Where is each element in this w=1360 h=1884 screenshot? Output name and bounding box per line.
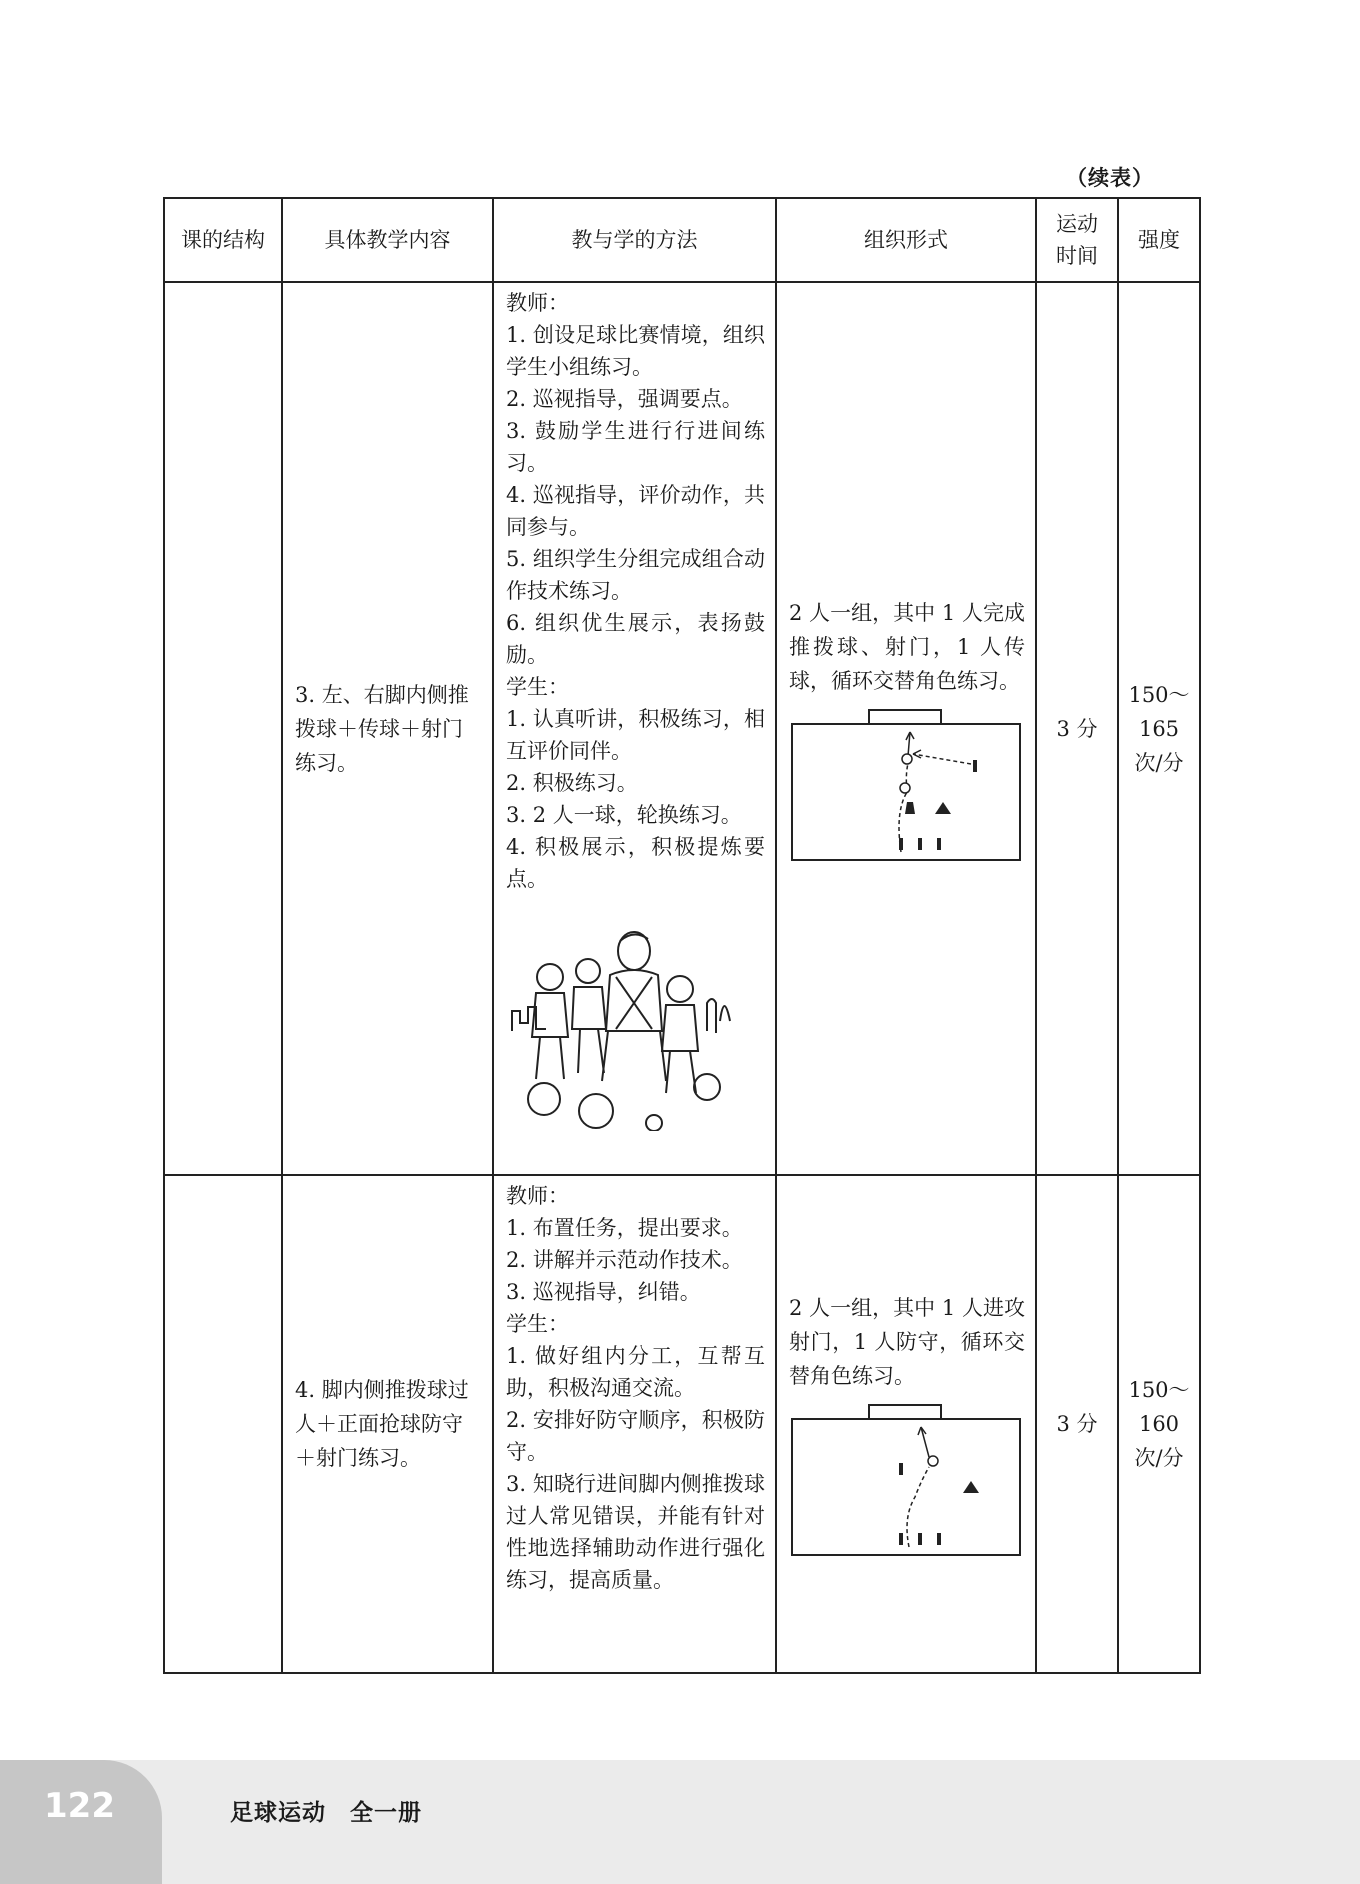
method-line: 学生：	[506, 1312, 569, 1336]
header-time: 运动 时间	[1036, 198, 1118, 282]
row1-methods-cell	[493, 282, 776, 1175]
header-intensity: 强度	[1118, 198, 1200, 282]
method-line: 教师：	[506, 291, 569, 315]
method-line: 3. 知晓行进间脚内侧推拨球过人常见错误，并能有针对性地选择辅助动作进行强化练习，提高质量。	[506, 1472, 765, 1592]
method-line: 3. 巡视指导，纠错。	[506, 1280, 701, 1304]
method-line: 教师：	[506, 1184, 569, 1208]
header-structure: 课的结构	[164, 198, 282, 282]
method-line: 5. 组织学生分组完成组合动作技术练习。	[506, 547, 765, 603]
row1-content: 3. 左、右脚内侧推拨球＋传球＋射门练习。	[282, 282, 493, 1175]
row2-time: 3 分	[1036, 1175, 1118, 1673]
table-row	[164, 282, 1200, 1175]
table-header-row	[164, 198, 1200, 282]
row2-methods-list	[494, 1176, 775, 1600]
drill-diagram-2	[791, 1397, 1021, 1557]
row1-intensity: 150～ 165 次/分	[1118, 282, 1200, 1175]
row1-organization-cell	[776, 282, 1036, 1175]
footer-bar	[0, 1760, 1360, 1884]
goal-icon	[869, 710, 941, 724]
book-title: 足球运动 全一册	[230, 1800, 422, 1826]
row2-methods-cell	[493, 1175, 776, 1673]
page-number: 122	[44, 1786, 115, 1826]
row1-time: 3 分	[1036, 282, 1118, 1175]
lesson-plan-table	[163, 197, 1201, 1674]
header-methods: 教与学的方法	[493, 198, 776, 282]
table-row	[164, 1175, 1200, 1673]
method-line: 1. 创设足球比赛情境，组织学生小组练习。	[506, 323, 765, 379]
goal-icon	[869, 1405, 941, 1419]
continued-label: （续表）	[1066, 166, 1154, 190]
ball-icon	[928, 1456, 938, 1466]
row2-intensity: 150～ 160 次/分	[1118, 1175, 1200, 1673]
coach-children-illustration	[502, 911, 742, 1131]
ball-icon	[902, 754, 912, 764]
method-line: 2. 讲解并示范动作技术。	[506, 1248, 743, 1272]
cone-icon	[935, 802, 951, 814]
method-line: 1. 做好组内分工，互帮互助，积极沟通交流。	[506, 1344, 765, 1400]
row2-content: 4. 脚内侧推拨球过人＋正面抢球防守＋射门练习。	[282, 1175, 493, 1673]
row2-organization-text: 2 人一组，其中 1 人进攻射门，1 人防守，循环交替角色练习。	[789, 1296, 1025, 1388]
method-line: 1. 认真听讲，积极练习，相互评价同伴。	[506, 707, 765, 763]
method-line: 学生：	[506, 675, 569, 699]
drill-diagram-1	[791, 702, 1021, 862]
row2-organization-cell	[776, 1175, 1036, 1673]
method-line: 6. 组织优生展示，表扬鼓励。	[506, 611, 765, 667]
method-line: 4. 积极展示，积极提炼要点。	[506, 835, 765, 891]
method-line: 2. 积极练习。	[506, 771, 638, 795]
row2-structure	[164, 1175, 282, 1673]
header-content: 具体教学内容	[282, 198, 493, 282]
row1-organization-text: 2 人一组，其中 1 人完成推拨球、射门，1 人传球，循环交替角色练习。	[789, 600, 1025, 693]
method-line: 2. 安排好防守顺序，积极防守。	[506, 1408, 765, 1464]
row1-structure	[164, 282, 282, 1175]
player-icon	[899, 1463, 941, 1545]
method-line: 1. 布置任务，提出要求。	[506, 1216, 743, 1240]
ball-icon	[900, 783, 910, 793]
method-line: 3. 鼓励学生进行行进间练习。	[506, 419, 765, 475]
header-organization: 组织形式	[776, 198, 1036, 282]
method-line: 2. 巡视指导，强调要点。	[506, 387, 743, 411]
row1-methods-list	[494, 283, 775, 899]
player-icon	[905, 802, 915, 814]
arrow-icon	[913, 754, 971, 764]
cone-icon	[963, 1481, 979, 1493]
method-line: 3. 2 人一球，轮换练习。	[506, 803, 742, 827]
method-line: 4. 巡视指导，评价动作，共同参与。	[506, 483, 765, 539]
